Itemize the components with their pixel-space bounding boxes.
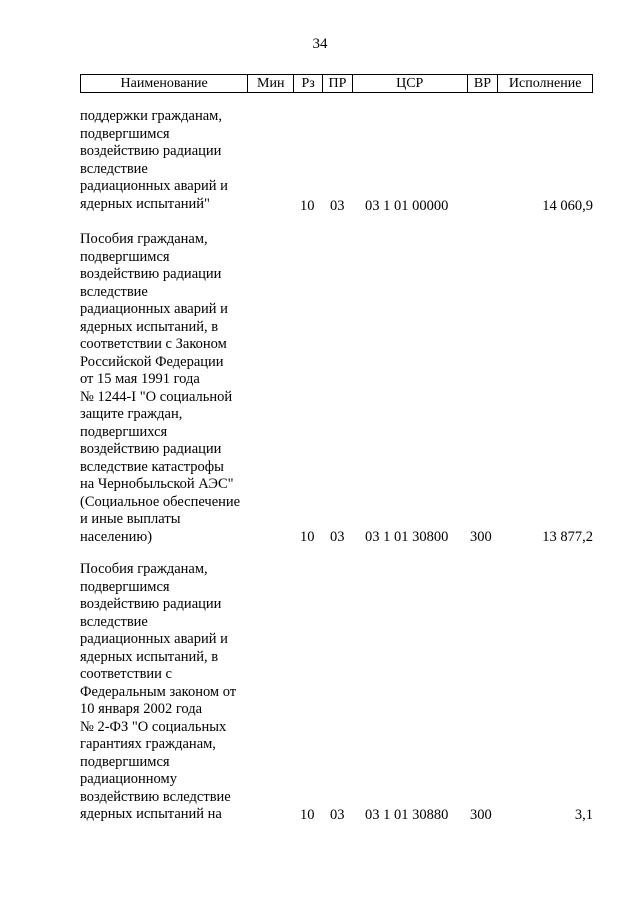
row-rz: 10 <box>300 528 315 545</box>
row-pr: 03 <box>330 806 345 823</box>
row-name: поддержки гражданам, подвергшимся воздействию радиации вследствие радиационных аварий и ядерных испытаний" <box>80 108 228 212</box>
row-isp: 13 877,2 <box>542 528 593 545</box>
table-row <box>80 231 593 546</box>
header-vr: ВР <box>468 75 499 92</box>
header-name: Наименование <box>81 75 248 92</box>
header-min: Мин <box>248 75 294 92</box>
header-pr: ПР <box>323 75 353 92</box>
row-name: Пособия гражданам, подвергшимся воздействию радиации вследствие радиационных аварий и ядерных испытаний, в соответствии с Федеральным законом от 10 января 2002 года № 2-ФЗ "О социальных гарантиях гражданам, подвергшимся радиационному воздействию вследствие ядерных испытаний на <box>80 561 237 822</box>
row-rz: 10 <box>300 806 315 823</box>
row-vr: 300 <box>470 806 492 823</box>
row-pr: 03 <box>330 197 345 214</box>
header-csr: ЦСР <box>353 75 468 92</box>
table-row <box>80 108 593 215</box>
row-csr: 03 1 01 30880 <box>365 806 449 823</box>
table-row <box>80 561 593 824</box>
page-number: 34 <box>312 36 328 52</box>
row-rz: 10 <box>300 197 315 214</box>
header-isp: Исполнение <box>508 76 582 91</box>
row-csr: 03 1 01 30800 <box>365 528 449 545</box>
row-csr: 03 1 01 00000 <box>365 197 449 214</box>
row-name: Пособия гражданам, подвергшимся воздействию радиации вследствие радиационных аварий и ядерных испытаний, в соответствии с Законом Российской Федерации от 15 мая 1991 года № 1244-I "О социальной защите граждан, подвергшихся воздействию радиации вследствие катастрофы на Чернобыльской АЭС" (Социальное обеспечение и иные выплаты населению) <box>80 231 241 545</box>
header-rz: Рз <box>294 75 323 92</box>
row-isp: 3,1 <box>574 806 593 823</box>
table-header <box>80 74 593 93</box>
row-pr: 03 <box>330 528 345 545</box>
row-vr: 300 <box>470 528 492 545</box>
row-isp: 14 060,9 <box>542 197 593 214</box>
